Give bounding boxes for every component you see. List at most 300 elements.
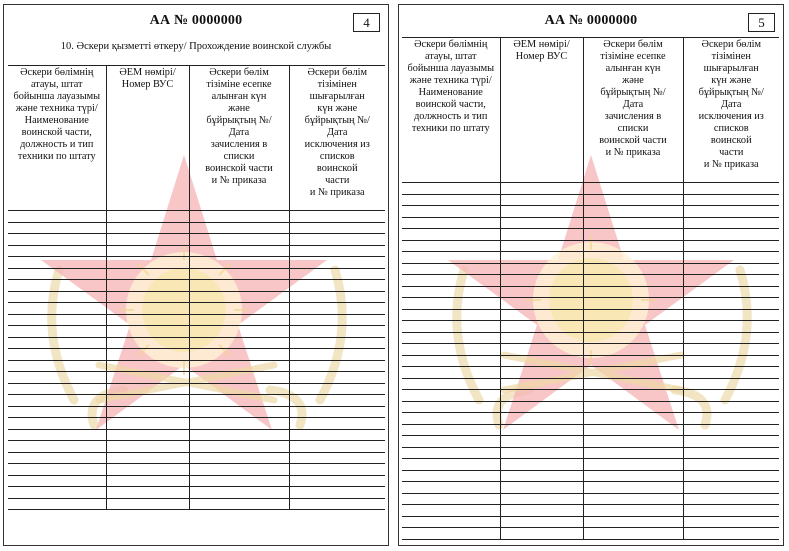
table-cell-empty[interactable] — [683, 470, 779, 482]
table-row — [8, 268, 385, 280]
table-cell-empty[interactable] — [289, 498, 385, 510]
table-cell-empty[interactable] — [8, 441, 106, 453]
table-cell-empty[interactable] — [402, 470, 500, 482]
table-cell-empty[interactable] — [402, 298, 500, 310]
table-cell-empty[interactable] — [189, 487, 289, 499]
table-cell-empty[interactable] — [8, 314, 106, 326]
page-number-box: 4 — [353, 13, 380, 32]
table-cell-empty[interactable] — [289, 418, 385, 430]
table-cell-empty[interactable] — [289, 395, 385, 407]
table-row — [402, 344, 779, 356]
table-row — [8, 395, 385, 407]
table-cell-empty[interactable] — [500, 516, 583, 528]
table-cell-empty[interactable] — [8, 498, 106, 510]
table-cell-empty[interactable] — [583, 252, 683, 264]
table-cell-empty[interactable] — [106, 234, 189, 246]
table-cell-empty[interactable] — [583, 183, 683, 195]
table-cell-empty[interactable] — [402, 194, 500, 206]
table-cell-empty[interactable] — [106, 211, 189, 223]
table-row — [8, 475, 385, 487]
table-cell-empty[interactable] — [683, 286, 779, 298]
table-row — [402, 194, 779, 206]
table-cell-empty[interactable] — [289, 464, 385, 476]
table-cell-empty[interactable] — [106, 452, 189, 464]
table-cell-empty[interactable] — [402, 516, 500, 528]
table-cell-empty[interactable] — [289, 291, 385, 303]
table-cell-empty[interactable] — [500, 286, 583, 298]
table-row — [8, 303, 385, 315]
table-cell-empty[interactable] — [289, 429, 385, 441]
table-cell-empty[interactable] — [583, 424, 683, 436]
table-cell-empty[interactable] — [289, 326, 385, 338]
table-cell-empty[interactable] — [106, 475, 189, 487]
table-cell-empty[interactable] — [106, 245, 189, 257]
table-row — [8, 234, 385, 246]
table-cell-empty[interactable] — [500, 401, 583, 413]
table-cell-empty[interactable] — [500, 263, 583, 275]
table-cell-empty[interactable] — [402, 482, 500, 494]
table-row — [402, 309, 779, 321]
table-cell-empty[interactable] — [189, 406, 289, 418]
table-row — [8, 326, 385, 338]
table-cell-empty[interactable] — [500, 298, 583, 310]
table-cell-empty[interactable] — [583, 263, 683, 275]
table-cell-empty[interactable] — [402, 229, 500, 241]
table-row — [402, 367, 779, 379]
table-cell-empty[interactable] — [583, 217, 683, 229]
table-cell-empty[interactable] — [583, 447, 683, 459]
table-cell-empty[interactable] — [189, 418, 289, 430]
table-cell-empty[interactable] — [402, 367, 500, 379]
column-header-exclusion-date: Әскери бөлім тізімінен шығарылған күн және бұйрықтың №/ Дата исключения из списков воинской части и № приказа — [683, 38, 779, 183]
table-cell-empty[interactable] — [289, 360, 385, 372]
table-cell-empty[interactable] — [583, 390, 683, 402]
table-cell-empty[interactable] — [500, 447, 583, 459]
table-cell-empty[interactable] — [402, 206, 500, 218]
table-cell-empty[interactable] — [583, 355, 683, 367]
table-cell-empty[interactable] — [500, 493, 583, 505]
table-row — [402, 217, 779, 229]
table-cell-empty[interactable] — [500, 424, 583, 436]
table-cell-empty[interactable] — [402, 309, 500, 321]
table-row — [402, 252, 779, 264]
table-cell-empty[interactable] — [106, 291, 189, 303]
table-row — [8, 372, 385, 384]
table-cell-empty[interactable] — [8, 372, 106, 384]
table-cell-empty[interactable] — [583, 413, 683, 425]
table-cell-empty[interactable] — [402, 355, 500, 367]
table-row — [8, 383, 385, 395]
table-cell-empty[interactable] — [683, 436, 779, 448]
table-cell-empty[interactable] — [189, 337, 289, 349]
table-cell-empty[interactable] — [8, 257, 106, 269]
table-row — [402, 470, 779, 482]
table-cell-empty[interactable] — [683, 390, 779, 402]
table-cell-empty[interactable] — [683, 505, 779, 517]
table-cell-empty[interactable] — [189, 257, 289, 269]
table-cell-empty[interactable] — [583, 240, 683, 252]
table-cell-empty[interactable] — [500, 332, 583, 344]
table-cell-empty[interactable] — [402, 401, 500, 413]
table-row — [402, 413, 779, 425]
table-cell-empty[interactable] — [683, 424, 779, 436]
table-row — [402, 183, 779, 195]
table-row — [402, 482, 779, 494]
table-cell-empty[interactable] — [500, 470, 583, 482]
table-cell-empty[interactable] — [106, 337, 189, 349]
table-cell-empty[interactable] — [106, 498, 189, 510]
table-cell-empty[interactable] — [683, 321, 779, 333]
table-row — [402, 263, 779, 275]
column-header-exclusion-date: Әскери бөлім тізімінен шығарылған күн және бұйрықтың №/ Дата исключения из списков воинской части и № приказа — [289, 66, 385, 211]
table-cell-empty[interactable] — [189, 395, 289, 407]
table-cell-empty[interactable] — [8, 406, 106, 418]
table-cell-empty[interactable] — [500, 390, 583, 402]
table-cell-empty[interactable] — [583, 470, 683, 482]
table-cell-empty[interactable] — [402, 275, 500, 287]
table-row — [402, 436, 779, 448]
table-row — [402, 378, 779, 390]
table-cell-empty[interactable] — [189, 360, 289, 372]
table-cell-empty[interactable] — [683, 378, 779, 390]
table-cell-empty[interactable] — [402, 447, 500, 459]
document-page-right — [398, 4, 784, 546]
table-cell-empty[interactable] — [583, 401, 683, 413]
table-cell-empty[interactable] — [189, 441, 289, 453]
table-cell-empty[interactable] — [189, 291, 289, 303]
table-cell-empty[interactable] — [583, 436, 683, 448]
table-row — [8, 360, 385, 372]
table-cell-empty[interactable] — [683, 183, 779, 195]
table-cell-empty[interactable] — [106, 314, 189, 326]
table-cell-empty[interactable] — [500, 194, 583, 206]
table-cell-empty[interactable] — [683, 367, 779, 379]
table-cell-empty[interactable] — [583, 367, 683, 379]
table-cell-empty[interactable] — [500, 240, 583, 252]
table-cell-empty[interactable] — [289, 211, 385, 223]
table-cell-empty[interactable] — [402, 424, 500, 436]
table-cell-empty[interactable] — [583, 459, 683, 471]
table-row — [8, 349, 385, 361]
table-cell-empty[interactable] — [402, 493, 500, 505]
table-cell-empty[interactable] — [500, 436, 583, 448]
table-cell-empty[interactable] — [500, 252, 583, 264]
table-cell-empty[interactable] — [683, 528, 779, 540]
table-row — [402, 390, 779, 402]
table-cell-empty[interactable] — [8, 452, 106, 464]
table-cell-empty[interactable] — [683, 493, 779, 505]
table-cell-empty[interactable] — [106, 429, 189, 441]
table-cell-empty[interactable] — [289, 234, 385, 246]
table-cell-empty[interactable] — [289, 383, 385, 395]
table-row — [8, 406, 385, 418]
service-record-table-left — [8, 65, 385, 510]
column-header-unit-name: Әскери бөлімнің атауы, штат бойынша лауазымы және техника түрі/ Наименование воинской части, должность и тип техники по штату — [402, 38, 500, 183]
table-cell-empty[interactable] — [8, 429, 106, 441]
table-cell-empty[interactable] — [289, 280, 385, 292]
table-cell-empty[interactable] — [402, 390, 500, 402]
table-cell-empty[interactable] — [8, 245, 106, 257]
table-row — [8, 211, 385, 223]
table-cell-empty[interactable] — [289, 222, 385, 234]
table-cell-empty[interactable] — [189, 234, 289, 246]
table-row — [402, 206, 779, 218]
table-cell-empty[interactable] — [106, 383, 189, 395]
table-cell-empty[interactable] — [8, 418, 106, 430]
table-cell-empty[interactable] — [683, 206, 779, 218]
table-cell-empty[interactable] — [402, 217, 500, 229]
table-row — [402, 447, 779, 459]
table-cell-empty[interactable] — [8, 395, 106, 407]
table-row — [8, 314, 385, 326]
table-cell-empty[interactable] — [106, 441, 189, 453]
document-page-left — [3, 4, 389, 546]
table-cell-empty[interactable] — [500, 505, 583, 517]
table-cell-empty[interactable] — [583, 516, 683, 528]
table-cell-empty[interactable] — [402, 344, 500, 356]
table-row — [8, 429, 385, 441]
table-row — [8, 487, 385, 499]
table-row — [8, 337, 385, 349]
table-cell-empty[interactable] — [189, 452, 289, 464]
section-heading: 10. Әскери қызметті өткеру/ Прохождение воинской службы — [60, 41, 332, 52]
table-cell-empty[interactable] — [683, 252, 779, 264]
table-row — [402, 275, 779, 287]
table-cell-empty[interactable] — [683, 401, 779, 413]
table-cell-empty[interactable] — [8, 349, 106, 361]
table-row — [8, 245, 385, 257]
table-cell-empty[interactable] — [8, 337, 106, 349]
table-cell-empty[interactable] — [683, 217, 779, 229]
table-cell-empty[interactable] — [583, 194, 683, 206]
table-row — [402, 401, 779, 413]
table-row — [402, 332, 779, 344]
table-cell-empty[interactable] — [289, 372, 385, 384]
table-row — [402, 321, 779, 333]
table-cell-empty[interactable] — [189, 280, 289, 292]
table-row — [8, 291, 385, 303]
table-cell-empty[interactable] — [583, 309, 683, 321]
table-cell-empty[interactable] — [683, 240, 779, 252]
table-cell-empty[interactable] — [189, 303, 289, 315]
table-cell-empty[interactable] — [106, 464, 189, 476]
table-cell-empty[interactable] — [289, 452, 385, 464]
table-cell-empty[interactable] — [683, 516, 779, 528]
column-header-enrollment-date: Әскери бөлім тізіміне есепке алынған күн және бұйрықтың №/ Дата зачисления в списки воинской части и № приказа — [583, 38, 683, 183]
table-cell-empty[interactable] — [583, 286, 683, 298]
table-cell-empty[interactable] — [189, 475, 289, 487]
table-cell-empty[interactable] — [189, 211, 289, 223]
table-cell-empty[interactable] — [402, 332, 500, 344]
table-cell-empty[interactable] — [683, 229, 779, 241]
table-cell-empty[interactable] — [289, 475, 385, 487]
table-cell-empty[interactable] — [500, 206, 583, 218]
table-row — [8, 464, 385, 476]
table-row — [8, 418, 385, 430]
column-header-enrollment-date: Әскери бөлім тізіміне есепке алынған күн және бұйрықтың №/ Дата зачисления в списки воинской части и № приказа — [189, 66, 289, 211]
table-cell-empty[interactable] — [189, 245, 289, 257]
table-cell-empty[interactable] — [106, 257, 189, 269]
page-number-box: 5 — [748, 13, 775, 32]
table-cell-empty[interactable] — [683, 447, 779, 459]
table-cell-empty[interactable] — [500, 229, 583, 241]
table-cell-empty[interactable] — [106, 372, 189, 384]
table-cell-empty[interactable] — [289, 303, 385, 315]
table-cell-empty[interactable] — [8, 303, 106, 315]
table-cell-empty[interactable] — [289, 441, 385, 453]
table-cell-empty[interactable] — [500, 183, 583, 195]
table-row — [402, 355, 779, 367]
table-cell-empty[interactable] — [402, 378, 500, 390]
table-cell-empty[interactable] — [583, 528, 683, 540]
table-row — [8, 222, 385, 234]
table-cell-empty[interactable] — [583, 344, 683, 356]
table-row — [8, 441, 385, 453]
table-cell-empty[interactable] — [583, 275, 683, 287]
table-cell-empty[interactable] — [189, 314, 289, 326]
table-cell-empty[interactable] — [583, 482, 683, 494]
table-row — [402, 459, 779, 471]
table-row — [402, 493, 779, 505]
table-cell-empty[interactable] — [583, 505, 683, 517]
table-cell-empty[interactable] — [402, 436, 500, 448]
table-cell-empty[interactable] — [683, 263, 779, 275]
table-row — [8, 452, 385, 464]
table-cell-empty[interactable] — [500, 344, 583, 356]
table-cell-empty[interactable] — [106, 326, 189, 338]
table-cell-empty[interactable] — [8, 475, 106, 487]
table-cell-empty[interactable] — [683, 194, 779, 206]
table-cell-empty[interactable] — [500, 355, 583, 367]
table-cell-empty[interactable] — [289, 268, 385, 280]
table-cell-empty[interactable] — [583, 378, 683, 390]
table-cell-empty[interactable] — [289, 406, 385, 418]
table-row — [402, 424, 779, 436]
table-row — [8, 280, 385, 292]
table-cell-empty[interactable] — [683, 332, 779, 344]
table-cell-empty[interactable] — [8, 268, 106, 280]
table-cell-empty[interactable] — [8, 464, 106, 476]
table-cell-empty[interactable] — [106, 349, 189, 361]
table-cell-empty[interactable] — [683, 355, 779, 367]
table-cell-empty[interactable] — [402, 240, 500, 252]
table-cell-empty[interactable] — [500, 367, 583, 379]
table-cell-empty[interactable] — [500, 528, 583, 540]
table-cell-empty[interactable] — [289, 337, 385, 349]
table-cell-empty[interactable] — [683, 459, 779, 471]
table-body-right — [402, 183, 779, 540]
table-row — [402, 516, 779, 528]
table-cell-empty[interactable] — [583, 332, 683, 344]
table-cell-empty[interactable] — [583, 206, 683, 218]
table-cell-empty[interactable] — [500, 217, 583, 229]
table-cell-empty[interactable] — [8, 211, 106, 223]
table-cell-empty[interactable] — [500, 413, 583, 425]
table-cell-empty[interactable] — [683, 482, 779, 494]
table-cell-empty[interactable] — [402, 252, 500, 264]
table-cell-empty[interactable] — [106, 303, 189, 315]
table-cell-empty[interactable] — [8, 360, 106, 372]
table-cell-empty[interactable] — [402, 459, 500, 471]
table-cell-empty[interactable] — [289, 257, 385, 269]
table-cell-empty[interactable] — [683, 275, 779, 287]
table-row — [402, 229, 779, 241]
column-header-vus-number: ӘЕМ нөмірі/ Номер ВУС — [106, 66, 189, 211]
table-cell-empty[interactable] — [402, 286, 500, 298]
table-cell-empty[interactable] — [402, 183, 500, 195]
table-cell-empty[interactable] — [8, 222, 106, 234]
table-cell-empty[interactable] — [583, 493, 683, 505]
table-row — [402, 505, 779, 517]
table-cell-empty[interactable] — [500, 378, 583, 390]
table-cell-empty[interactable] — [189, 464, 289, 476]
table-cell-empty[interactable] — [189, 383, 289, 395]
table-cell-empty[interactable] — [189, 498, 289, 510]
table-cell-empty[interactable] — [8, 291, 106, 303]
table-cell-empty[interactable] — [583, 321, 683, 333]
table-cell-empty[interactable] — [106, 360, 189, 372]
table-cell-empty[interactable] — [106, 487, 189, 499]
table-cell-empty[interactable] — [500, 321, 583, 333]
document-number-title: АА № 0000000 — [544, 13, 638, 28]
table-cell-empty[interactable] — [8, 487, 106, 499]
table-body-left — [8, 211, 385, 510]
table-row — [8, 498, 385, 510]
table-cell-empty[interactable] — [289, 314, 385, 326]
table-cell-empty[interactable] — [402, 528, 500, 540]
table-cell-empty[interactable] — [189, 268, 289, 280]
table-cell-empty[interactable] — [106, 222, 189, 234]
table-cell-empty[interactable] — [583, 298, 683, 310]
table-cell-empty[interactable] — [500, 459, 583, 471]
table-cell-empty[interactable] — [8, 280, 106, 292]
table-cell-empty[interactable] — [683, 413, 779, 425]
table-cell-empty[interactable] — [683, 344, 779, 356]
table-cell-empty[interactable] — [289, 245, 385, 257]
table-cell-empty[interactable] — [500, 275, 583, 287]
table-cell-empty[interactable] — [500, 482, 583, 494]
table-cell-empty[interactable] — [189, 429, 289, 441]
table-cell-empty[interactable] — [8, 383, 106, 395]
table-cell-empty[interactable] — [289, 487, 385, 499]
table-cell-empty[interactable] — [189, 222, 289, 234]
table-row — [402, 528, 779, 540]
table-cell-empty[interactable] — [189, 349, 289, 361]
table-cell-empty[interactable] — [106, 280, 189, 292]
table-cell-empty[interactable] — [106, 418, 189, 430]
table-cell-empty[interactable] — [189, 326, 289, 338]
table-cell-empty[interactable] — [402, 321, 500, 333]
table-cell-empty[interactable] — [106, 395, 189, 407]
table-cell-empty[interactable] — [189, 372, 289, 384]
table-row — [402, 298, 779, 310]
table-cell-empty[interactable] — [106, 268, 189, 280]
table-cell-empty[interactable] — [8, 234, 106, 246]
column-header-unit-name: Әскери бөлімнің атауы, штат бойынша лауазымы және техника түрі/ Наименование воинской части, должность и тип техники по штату — [8, 66, 106, 211]
table-cell-empty[interactable] — [402, 413, 500, 425]
column-header-vus-number: ӘЕМ нөмірі/ Номер ВУС — [500, 38, 583, 183]
table-row — [402, 286, 779, 298]
table-cell-empty[interactable] — [402, 505, 500, 517]
table-cell-empty[interactable] — [402, 263, 500, 275]
table-cell-empty[interactable] — [289, 349, 385, 361]
table-cell-empty[interactable] — [106, 406, 189, 418]
table-cell-empty[interactable] — [683, 298, 779, 310]
table-cell-empty[interactable] — [583, 229, 683, 241]
table-cell-empty[interactable] — [8, 326, 106, 338]
table-cell-empty[interactable] — [683, 309, 779, 321]
table-cell-empty[interactable] — [500, 309, 583, 321]
